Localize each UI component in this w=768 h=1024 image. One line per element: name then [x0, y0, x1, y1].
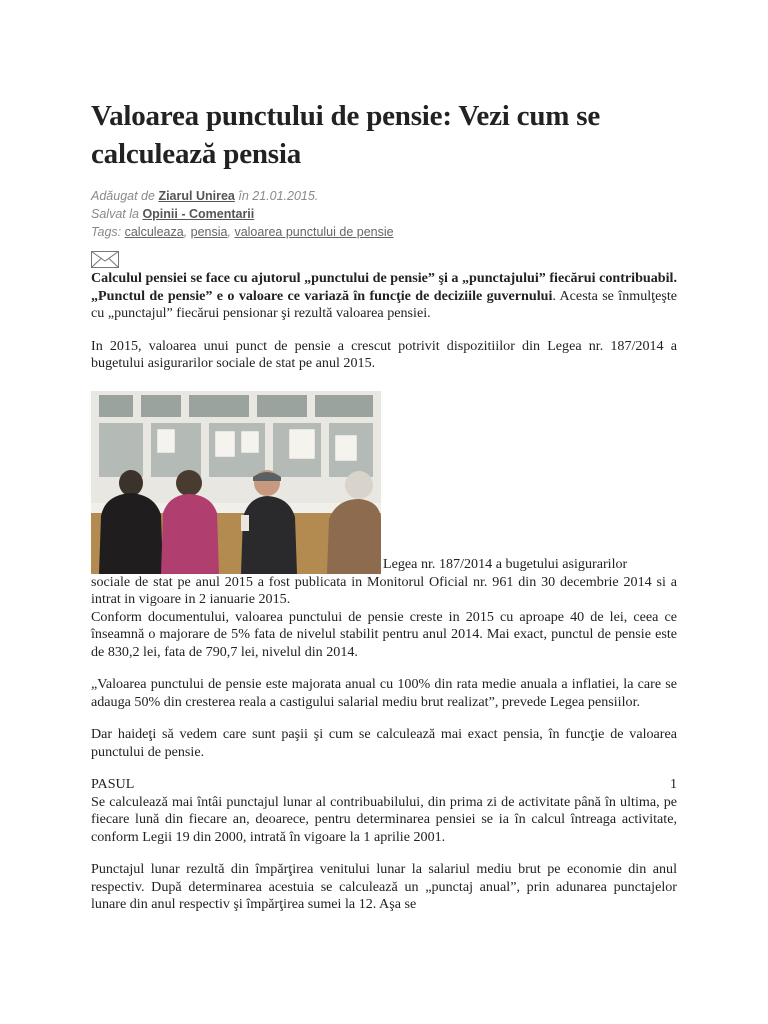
added-prefix: Adăugat de [91, 189, 155, 203]
category-link[interactable]: Opinii - Comentarii [142, 207, 255, 221]
article-title: Valoarea punctului de pensie: Vezi cum se calculează pensia [91, 100, 601, 170]
paragraph: sociale de stat pe anul 2015 a fost publicata in Monitorul Oficial nr. 961 din 30 decembrie 2014 si a intrat in vigoare in 2 ianuarie 2015. [91, 573, 677, 607]
saved-prefix: Salvat la [91, 207, 139, 221]
saved-in-line [91, 205, 677, 223]
paragraph: Se calculează mai întâi punctajul lunar al contribuabilului, din prima zi de activitate până în ultima, pe fiecare lună din fiecare an, deoarece, pentru determinarea pensiei se ia în calcul întreaga activitate, conform Legii 19 din 2000, intrată în vigoare la 1 aprilie 2001. [91, 793, 677, 845]
step-heading [91, 776, 677, 794]
article-meta [91, 187, 677, 241]
photo-caption: Legea nr. 187/2014 a bugetului asigurarilor [383, 555, 628, 572]
paragraph: Conform documentului, valoarea punctului de pensie creste in 2015 cu aproape 40 de lei, ceea ce înseamnă o majorare de 5% fata de nivelul stabilit pentru anul 2014. Mai exact, punctul de pensie este de 830,2 lei, fata de 790,7 lei, nivelul din 2014. [91, 608, 677, 660]
intro-rest-text: . Acesta se înmulţeşte cu „punctajul” fiecărui pensionar şi rezultă valoarea pensiei. [91, 287, 678, 321]
tag-link[interactable]: calculeaza [124, 225, 184, 239]
date-text: în 21.01.2015. [238, 189, 319, 203]
intro-bold-text: Calculul pensiei se face cu ajutorul „punctului de pensie” şi a „punctajului” fiecărui contribuabil. „Punctul de pensie” e o valoare ce variază în funcţie de deciziile guvernului [91, 270, 677, 304]
tags-prefix: Tags: [91, 225, 122, 239]
photo-block [91, 388, 677, 574]
intro-paragraph [91, 270, 677, 323]
author-link[interactable]: Ziarul Unirea [158, 189, 235, 203]
tag-link[interactable]: pensia [190, 225, 228, 239]
paragraph: Punctajul lunar rezultă din împărţirea venitului lunar la salariul mediu brut pe economie din anul respectiv. După determinarea acestuia se calculează un „punctaj anual”, prin adunarea punctajelor lunare din anul respectiv şi împărţirea sumei la 12. Aşa se [91, 861, 677, 912]
tag-link[interactable]: valoarea punctului de pensie [234, 225, 394, 239]
paragraph: Dar haideţi să vedem care sunt paşii şi cum se calculează mai exact pensia, în funcţie de valoarea punctului de pensie. [91, 726, 677, 760]
step-number: 1 [669, 776, 677, 792]
article-body [91, 270, 677, 914]
photo-pension-office-image [91, 391, 381, 574]
paragraph: „Valoarea punctului de pensie este majorata anual cu 100% din rata medie anuala a inflatiei, la care se adauga 50% din cresterea reala a castigului salarial mediu brut realizat”, prevede Legea pensiilor. [91, 676, 677, 710]
paragraph: In 2015, valoarea unui punct de pensie a crescut potrivit dispozitiilor din Legea nr. 187/2014 a bugetului asigurarilor sociale de stat pe anul 2015. [91, 337, 677, 371]
step-label: PASUL [91, 776, 135, 792]
article-photo [91, 391, 381, 574]
tags-line: Tags: calculeaza, pensia, valoarea punctului de pensie [91, 225, 394, 239]
added-by-line [91, 187, 677, 205]
email-icon[interactable] [91, 251, 119, 268]
